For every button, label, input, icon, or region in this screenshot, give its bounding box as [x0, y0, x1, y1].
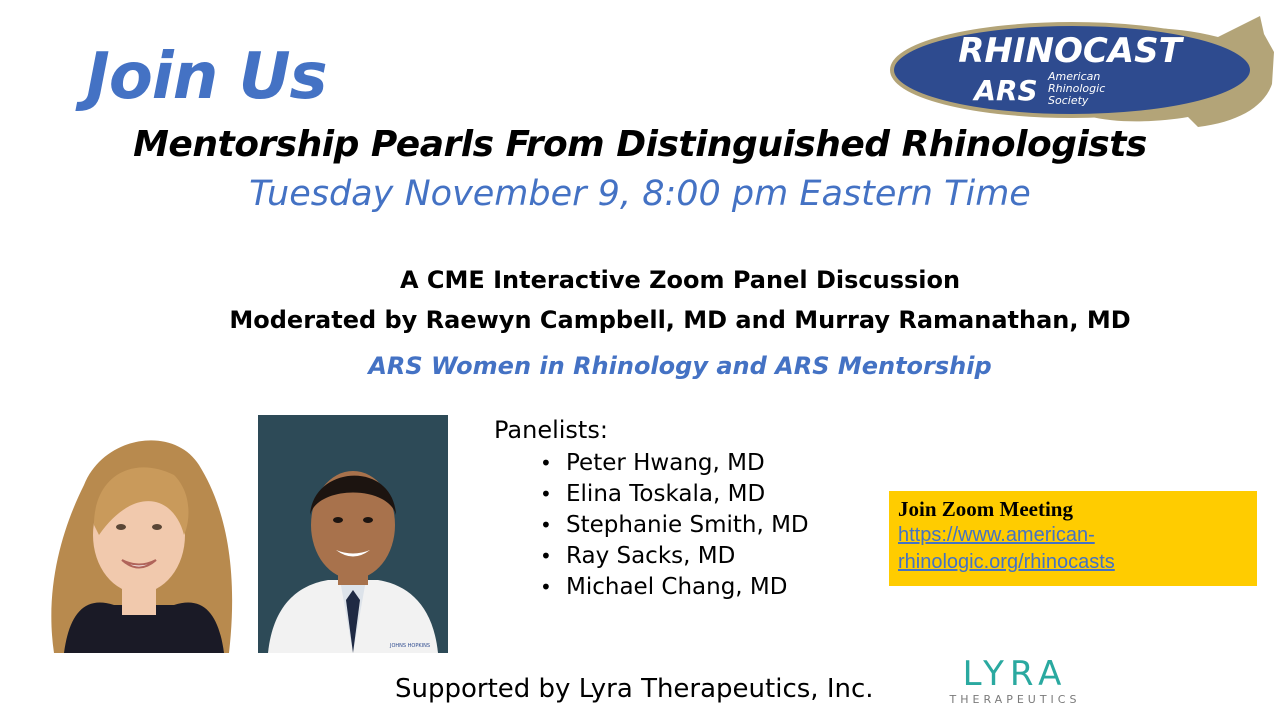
lyra-subtitle: THERAPEUTICS [949, 693, 1081, 706]
panelist-item: • Stephanie Smith, MD [540, 510, 809, 541]
sponsor-statement: Supported by Lyra Therapeutics, Inc. [395, 674, 874, 704]
panelist-item: • Ray Sacks, MD [540, 541, 809, 572]
panelist-list [540, 448, 809, 603]
panelist-item: • Elina Toskala, MD [540, 479, 809, 510]
panelists-heading: Panelists: [494, 416, 608, 444]
rhinocast-wordmark: RHINOCAST [958, 31, 1182, 71]
zoom-meeting-link[interactable]: https://www.american- [898, 524, 1095, 546]
zoom-meeting-title: Join Zoom Meeting [898, 497, 1073, 521]
panelist-item: • Peter Hwang, MD [540, 448, 809, 479]
panelist-photo-man [258, 415, 448, 653]
zoom-meeting-link-continued[interactable]: rhinologic.org/rhinocasts [898, 551, 1115, 573]
coat-badge: JOHNS HOPKINS [389, 643, 431, 649]
zoom-meeting-box [889, 491, 1257, 586]
event-date-time: Tuesday November 9, 8:00 pm Eastern Time [249, 174, 1031, 214]
join-us-heading: Join Us [86, 40, 327, 114]
event-groups: ARS Women in Rhinology and ARS Mentorship [368, 352, 992, 380]
society-line-1: American [1048, 70, 1101, 83]
event-format: A CME Interactive Zoom Panel Discussion [399, 266, 961, 294]
panelist-photo-woman [24, 415, 258, 653]
lyra-therapeutics-logo [930, 655, 1100, 707]
event-moderators: Moderated by Raewyn Campbell, MD and Murray Ramanathan, MD [229, 306, 1131, 334]
lyra-wordmark: LYRA [962, 655, 1068, 694]
society-line-2: Rhinologic [1048, 82, 1106, 95]
event-title: Mentorship Pearls From Distinguished Rhinologists [133, 124, 1147, 165]
ars-wordmark: ARS [974, 74, 1038, 107]
panelist-item: • Michael Chang, MD [540, 572, 809, 603]
society-line-3: Society [1048, 94, 1089, 107]
rhinocast-ars-logo [888, 12, 1274, 132]
